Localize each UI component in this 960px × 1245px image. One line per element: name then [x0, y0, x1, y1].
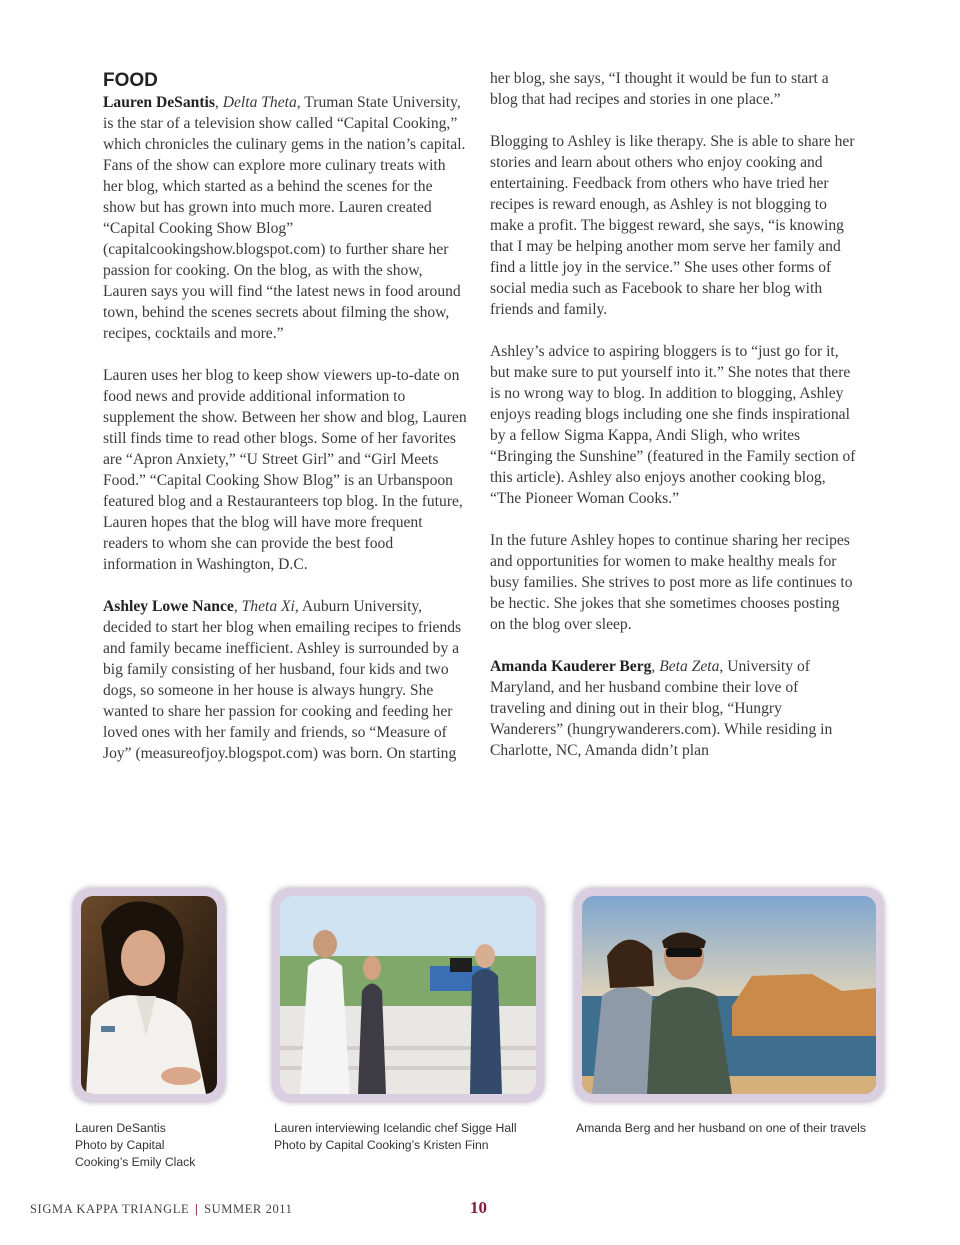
caption-amanda: [576, 1120, 866, 1137]
left-column: [103, 66, 469, 785]
caption-line: Amanda Berg and her husband on one of their travels: [576, 1121, 866, 1135]
photo-amanda: [582, 896, 876, 1094]
publication-name: SIGMA KAPPA TRIANGLE: [30, 1202, 190, 1216]
paragraph-ashley-future: In the future Ashley hopes to continue sharing her recipes and opportunities for women to make healthy meals for busy families. She strives to post more as life continues to be hectic. She jokes that she sometimes chooses posting on the blog over sleep.: [490, 532, 853, 633]
chapter-amanda: Beta Zeta: [659, 658, 720, 675]
name-lauren: Lauren DeSantis: [103, 94, 215, 111]
paragraph-ashley-therapy: Blogging to Ashley is like therapy. She is able to share her stories and learn about others who enjoy cooking and entertaining. Feedback from others who have tried her recipes is reward enough, as Ashley is not blogging to make a profit. The biggest reward, she says, “is knowing that I may be helping another mom serve her family and find a little joy in the service.” She uses other forms of social media such as Facebook to share her blog with friends and family.: [490, 133, 855, 318]
caption-line: Lauren DeSantis: [75, 1121, 166, 1135]
photo-frame-lauren: [73, 888, 225, 1102]
section-title: FOOD: [103, 70, 158, 91]
paragraph-lauren: Lauren DeSantis, Delta Theta, Truman State University, is the star of a television show called “Capital Cooking,” which chronicles the culinary gems in the nation’s capital. Fans of the show can explore more culinary treats with her blog, which started as a behind the scenes for the show but has grown into much more. Lauren created “Capital Cooking Show Blog” (capitalcookingshow.blogspot.com) to further share her passion for cooking. On the blog, as with the show, Lauren says you will find “the latest news in food around town, behind the scenes secrets about filming the show, recipes, cocktails and more.”: [103, 94, 466, 342]
caption-interview: [274, 1120, 517, 1154]
page-number: 10: [470, 1198, 487, 1217]
caption-line: Photo by Capital: [75, 1138, 165, 1152]
paragraph-ashley: Ashley Lowe Nance, Theta Xi, Auburn University, decided to start her blog when emailing recipes to friends and family became inefficient. Ashley is surrounded by a big family consisting of her husband, four kids and two dogs, so someone in her house is always hungry. She wanted to share her passion for cooking and feeding her loved ones with her family and friends, so “Measure of Joy” (measureofjoy.blogspot.com) was born. On starting: [103, 598, 462, 762]
text-amanda: , University of Maryland, and her husband combine their love of traveling and dining out in their blog, “Hungry Wanderers” (hungrywanderers.com). While residing in Charlotte, NC, Amanda didn’t plan: [490, 658, 833, 759]
caption-line: Cooking’s Emily Clack: [75, 1155, 196, 1169]
photo-frame-interview: [272, 888, 544, 1102]
footer: [30, 1202, 293, 1217]
caption-line: Photo by Capital Cooking’s Kristen Finn: [274, 1138, 489, 1152]
name-amanda: Amanda Kauderer Berg: [490, 658, 652, 675]
paragraph-ashley-advice: Ashley’s advice to aspiring bloggers is to “just go for it, but make sure to put yourself into it.” She notes that there is no wrong way to blog. In addition to blogging, Ashley enjoys reading blogs including one she finds inspirational by a fellow Sigma Kappa, Andi Sligh, who writes “Bringing the Sunshine” (featured in the Family section of this article). Ashley also enjoys another cooking blog, “The Pioneer Woman Cooks.”: [490, 343, 856, 507]
name-ashley: Ashley Lowe Nance: [103, 598, 234, 615]
caption-lauren: [75, 1120, 195, 1171]
paragraph-lauren-2: Lauren uses her blog to keep show viewers up-to-date on food news and provide additional information to supplement the show. Between her show and blog, Lauren still finds time to read other blogs. Some of her favorites are “Apron Anxiety,” “U Street Girl” and “Girl Meets Food.” “Capital Cooking Show Blog” is an Urbanspoon featured blog and a Restauranteers top blog. In the future, Lauren hopes that the blog will have more frequent readers to whom she can provide the best food information in Washington, D.C.: [103, 367, 467, 573]
paragraph-ashley-cont: her blog, she says, “I thought it would be fun to start a blog that had recipes and stories in one place.”: [490, 70, 829, 108]
footer-separator: |: [195, 1202, 199, 1216]
photo-frame-amanda: [574, 888, 884, 1102]
text-ashley: , Auburn University, decided to start her blog when emailing recipes to friends and family became inefficient. Ashley is surrounded by a big family consisting of her husband, four kids and two dogs, so someone in her house is always hungry. She wanted to share her passion for cooking and feeding her loved ones with her family and friends, so “Measure of Joy” (measureofjoy.blogspot.com) was born. On starting: [103, 598, 462, 762]
issue-date: SUMMER 2011: [204, 1202, 293, 1216]
chapter-lauren: Delta Theta: [222, 94, 297, 111]
caption-line: Lauren interviewing Icelandic chef Sigge Hall: [274, 1121, 517, 1135]
paragraph-amanda: Amanda Kauderer Berg, Beta Zeta, University of Maryland, and her husband combine their love of traveling and dining out in their blog, “Hungry Wanderers” (hungrywanderers.com). While residing in Charlotte, NC, Amanda didn’t plan: [490, 658, 833, 759]
photo-lauren: [81, 896, 217, 1094]
chapter-ashley: Theta Xi: [241, 598, 295, 615]
right-column: [490, 68, 856, 782]
photo-interview: [280, 896, 536, 1094]
text-lauren: , Truman State University, is the star of a television show called “Capital Cooking,” which chronicles the culinary gems in the nation’s capital. Fans of the show can explore more culinary treats with her blog, which started as a behind the scenes for the show but has grown into much more. Lauren created “Capital Cooking Show Blog” (capitalcookingshow.blogspot.com) to further share her passion for cooking. On the blog, as with the show, Lauren says you will find “the latest news in food around town, behind the scenes secrets about filming the show, recipes, cocktails and more.”: [103, 94, 466, 342]
